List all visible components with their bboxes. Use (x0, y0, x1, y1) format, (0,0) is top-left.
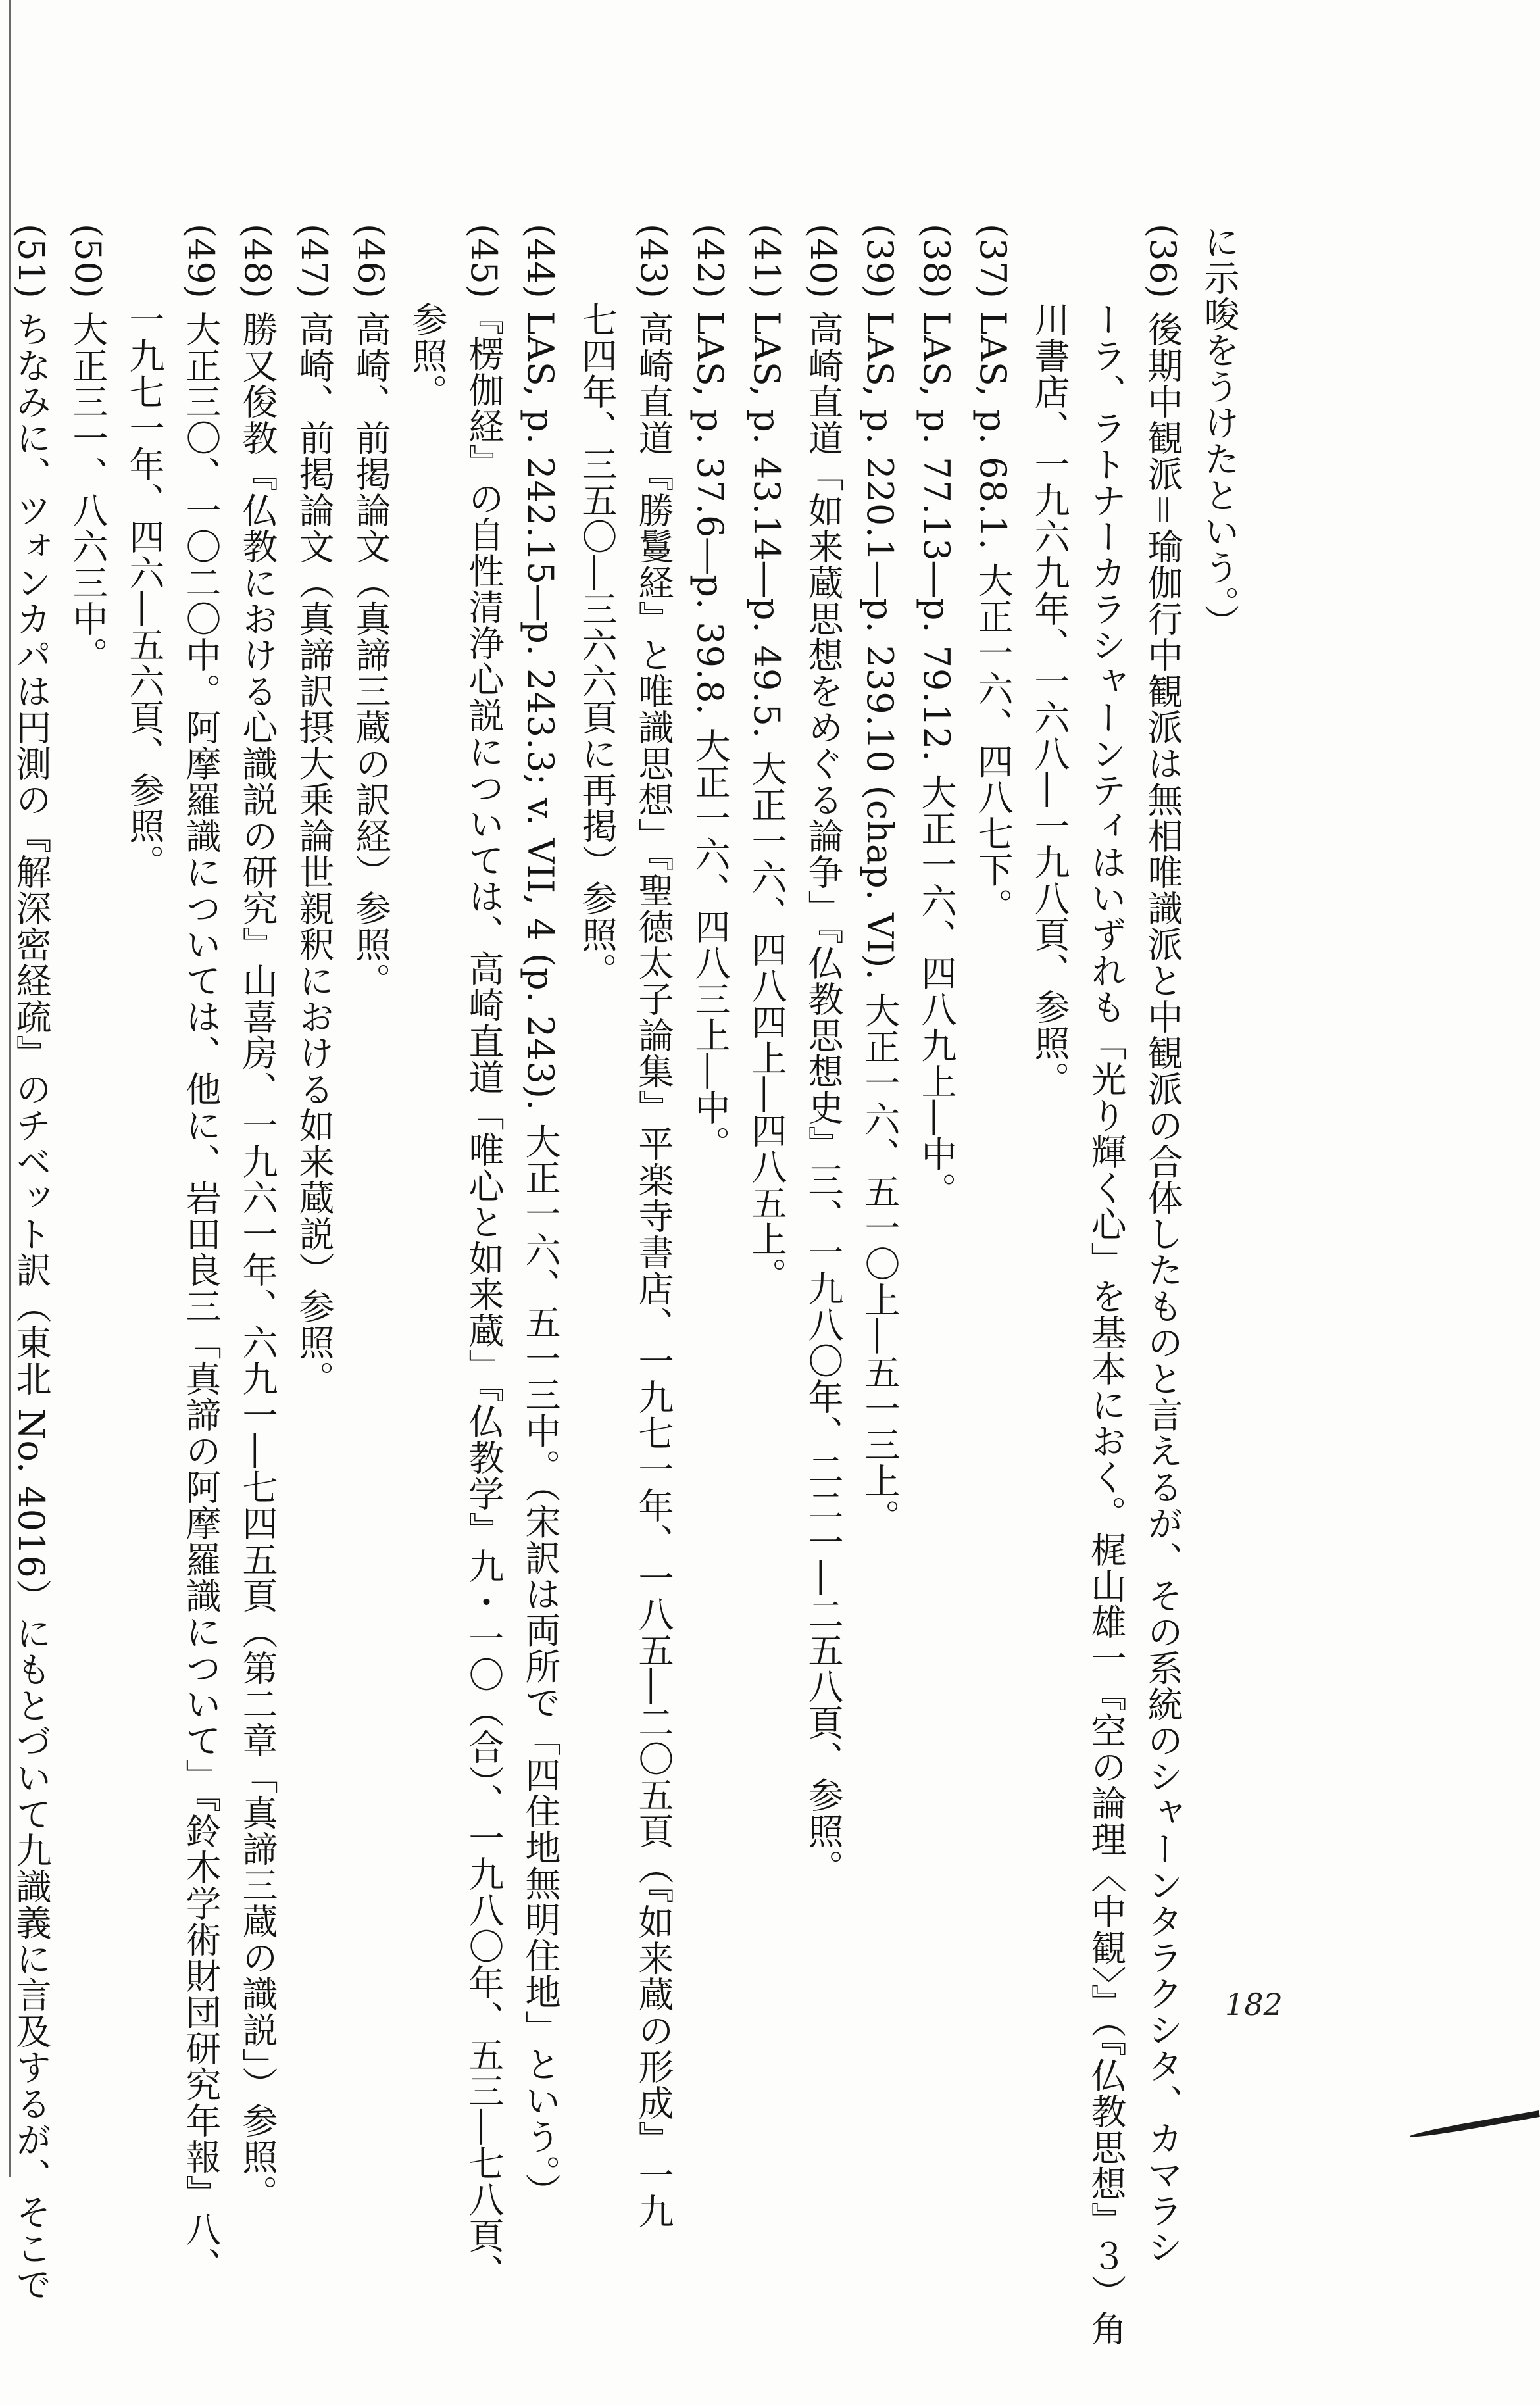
pen-stroke-mark (1409, 2110, 1540, 2140)
note-line: 参照。 (407, 301, 448, 410)
note-line: (47) 高崎、前掲論文（真諦訳摂大乗論世親釈における如来蔵説）参照。 (293, 224, 335, 1397)
note-line: ーラ、ラトナーカラシャーンティはいずれも「光り輝く心」を基本におく。梶山雄一『空の論理〈中観〉』（『仏教思想』３）角 (1085, 301, 1127, 2346)
note-line: (45)『楞伽経』の自性清浄心説については、高崎直道「唯心と如来蔵」『仏教学』九・一〇（合）、一九八〇年、五三―七八頁、 (463, 224, 505, 2290)
note-line (0, 224, 3, 2079)
note-line: (42) LAS, p. 37.6―p. 39.8. 大正一六、四八三上―中。 (689, 224, 731, 1162)
note-line: (37) LAS, p. 68.1. 大正一六、四八七下。 (972, 224, 1014, 924)
note-line: (44) LAS, p. 242.15―p. 243.3; v. VII, 4 (p. 243). 大正一六、五一三中。（宋訳は両所で「四住地無明住地」という。） (520, 224, 561, 2210)
note-line: (48) 勝又俊教『仏教における心識説の研究』山喜房、一九六一年、六九一―七四五頁（第二章「真諦三蔵の識説」）参照。 (237, 224, 278, 2212)
note-line: (36) 後期中観派＝瑜伽行中観派は無相唯識派と中観派の合体したものと言えるが、その系統のシャーンタラクシタ、カマラシ (1142, 224, 1183, 2266)
note-line: (43) 高崎直道『勝鬘経』と唯識思想」『聖徳太子論集』平楽寺書店、一九七一年、一八五―二〇五頁（『如来蔵の形成』一九 (633, 224, 674, 2230)
notes-body (11, 224, 1247, 2346)
note-line: (38) LAS, p. 77.13―p. 79.12. 大正一六、四八九上―中。 (916, 224, 957, 1208)
note-line: (40) 高崎直道「如来蔵思想をめぐる論争」『仏教思想史』三、一九八〇年、二二一―二五八頁、参照。 (803, 224, 844, 1886)
note-line: (50) 大正三一、八六三中。 (67, 224, 109, 674)
note-line: (46) 高崎、前掲論文（真諦三蔵の訳経）参照。 (350, 224, 391, 999)
note-line: 一九七一年、四六―五六頁、参照。 (124, 301, 165, 880)
note-line: 七四年、三五〇―三六六頁に再掲）参照。 (576, 301, 618, 989)
note-line: (49) 大正三〇、一〇二〇中。阿摩羅識については、他に、岩田良三「真諦の阿摩羅識について」『鈴木学術財団研究年報』八、 (180, 224, 222, 2284)
note-line: (41) LAS, p. 43.14―p. 49.5. 大正一六、四八四上―四八五上。 (746, 224, 787, 1294)
note-line: (39) LAS, p. 220.1―p. 239.10 (chap. VI). 大正一六、五一〇上―五一三上。 (859, 224, 901, 1535)
note-line: 川書店、一九六九年、一六八―一九八頁、参照。 (1029, 301, 1070, 1097)
note-line: (51) ちなみに、ツォンカパは円測の『解深密経疏』のチベット訳（東北 No. 4016）にもとづいて九識義に言及するが、そこで (11, 224, 52, 2302)
note-line: に示唆をうけたという。） (1199, 224, 1240, 640)
page-number: 182 (1225, 1987, 1283, 2022)
